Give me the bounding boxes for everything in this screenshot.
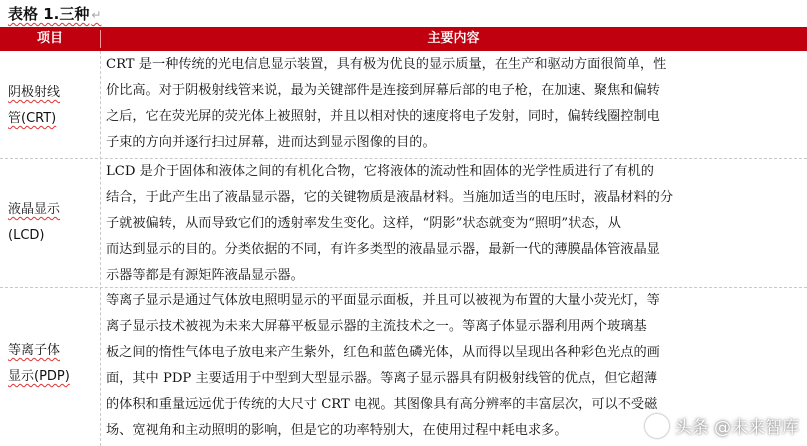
row-label-line: 显示(PDP) [8, 369, 70, 384]
content-line: CRT 是一种传统的光电信息显示装置，具有极为优良的显示质量，在生产和驱动方面很简单，性 [106, 57, 667, 72]
row-label-crt [8, 80, 98, 132]
content-line: 价比高。对于阴极射线管来说，最为关键部件是连接到屏幕后部的电子枪，在加速、聚焦和偏转 [106, 83, 660, 98]
row-label-line: 管(CRT) [8, 111, 57, 126]
watermark-logo-icon [645, 414, 669, 438]
content-line: 离子显示技术被视为未来大屏幕平板显示器的主流技术之一。等离子体显示器利用两个玻璃基 [106, 319, 647, 334]
row-label-lcd [8, 197, 98, 249]
content-line: LCD 是介于固体和液体之间的有机化合物，它将液体的流动性和固体的光学性质进行了有机的 [106, 164, 654, 179]
row-label-line: 液晶显示 [8, 202, 61, 217]
row-label-line: (LCD) [8, 228, 45, 243]
content-line: 而达到显示的目的。分类依据的不同，有许多类型的液晶显示器，最新一代的薄膜晶体管液晶显 [106, 242, 660, 257]
content-line: 子就被偏转，从而导致它们的透射率发生变化。这样，“阴影”状态就变为“照明”状态，从 [106, 216, 621, 231]
content-line: 子束的方向并逐行扫过屏幕，进而达到显示图像的目的。 [106, 135, 436, 150]
caption-text: 表格 1.三种 [8, 5, 90, 23]
content-line: 结合，于此产生出了液晶显示器，它的关键物质是液晶材料。当施加适当的电压时，液晶材料的分 [106, 190, 674, 205]
paragraph-mark-icon: ↵ [91, 8, 102, 22]
table-caption [8, 2, 101, 26]
content-line: 面，其中 PDP 主要适用于中型到大型显示器。等离子显示器具有阴极射线管的优点，但它超薄 [106, 371, 658, 386]
table-row-crt [0, 52, 807, 158]
content-line: 板之间的惰性气体电子放电来产生紫外，红色和蓝色磷光体，从而得以呈现出各种彩色光点的画 [106, 345, 660, 360]
row-label-pdp [8, 338, 98, 390]
watermark-text: 头条 @未来智库 [674, 418, 799, 438]
row-label-line: 阴极射线 [8, 85, 61, 100]
header-item: 项目 [36, 31, 63, 46]
content-line: 的体积和重量远远优于传统的大尺寸 CRT 电视。其图像具有高分辨率的丰富层次，可以不受磁 [106, 397, 658, 412]
row-content-crt [106, 52, 803, 156]
content-line: 之后，它在荧光屏的荧光体上被照射，并且以相对快的速度将电子发射，同时，偏转线圈控制电 [106, 109, 660, 124]
row-label-line: 等离子体 [8, 343, 61, 358]
header-content: 主要内容 [427, 31, 480, 46]
content-line: 示器等都是有源矩阵液晶显示器。 [106, 268, 304, 283]
content-line: 场、宽视角和主动照明的影响，但是它的功率特别大，在使用过程中耗电求多。 [106, 423, 568, 438]
content-line: 等离子显示是通过气体放电照明显示的平面显示面板，并且可以被视为布置的大量小荧光灯，等 [106, 293, 660, 308]
table-header [0, 27, 807, 51]
row-content-lcd [106, 159, 803, 289]
watermark [645, 414, 799, 440]
table-row-lcd [0, 159, 807, 287]
